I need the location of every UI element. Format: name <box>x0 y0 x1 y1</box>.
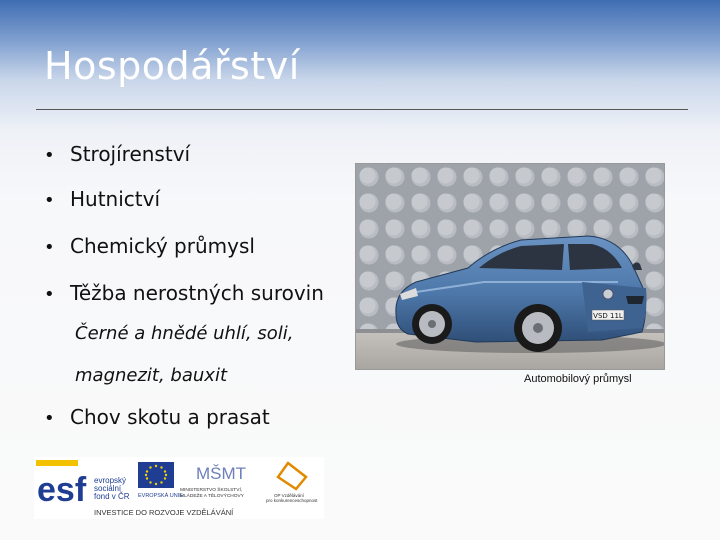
title-divider <box>36 109 688 110</box>
slide-title: Hospodářství <box>44 44 300 88</box>
bullet-dot-icon: • <box>44 190 55 211</box>
bullet-item <box>44 187 160 211</box>
bullet-text: Chov skotu a prasat <box>70 405 270 429</box>
msmt-logo: MŠMT <box>196 464 247 483</box>
bullet-text: Těžba nerostných surovin <box>70 281 324 305</box>
bullet-text: Strojírenství <box>70 142 191 166</box>
bullet-dot-icon: • <box>44 408 55 429</box>
license-plate-text: VSD 11L <box>593 312 623 320</box>
car-photo-illustration <box>356 164 664 369</box>
op-text: OP Vzdělávání <box>274 493 304 498</box>
bullet-text: Chemický průmysl <box>70 234 255 258</box>
logo-banner <box>34 457 324 519</box>
image-caption: Automobilový průmysl <box>524 373 632 385</box>
esf-text: sociální <box>94 484 122 493</box>
bullet-item <box>44 405 270 429</box>
logo-footer-text: INVESTICE DO ROZVOJE VZDĚLÁVÁNÍ <box>94 508 234 517</box>
eu-funding-logo-strip <box>34 457 324 519</box>
msmt-text: MLÁDEŽE A TĚLOVÝCHOVY <box>180 494 244 499</box>
bullet-dot-icon: • <box>44 284 55 305</box>
esf-text: evropský <box>94 476 127 485</box>
msmt-text: MINISTERSTVO ŠKOLSTVÍ, <box>180 488 243 493</box>
esf-logo: esf <box>37 471 87 509</box>
car-photo <box>355 163 665 370</box>
bullet-item <box>44 281 324 305</box>
esf-text: fond v ČR <box>94 492 130 501</box>
esf-stripe <box>36 460 78 466</box>
bullet-item <box>44 234 255 258</box>
op-text: pro konkurenceschopnost <box>266 498 318 503</box>
bullet-item <box>44 142 190 166</box>
sub-bullet-text: magnezit, bauxit <box>75 365 227 386</box>
bullet-text: Hutnictví <box>70 187 161 211</box>
eu-text: EVROPSKÁ UNIE <box>138 493 183 499</box>
bullet-dot-icon: • <box>44 237 55 258</box>
sub-bullet-text: Černé a hnědé uhlí, soli, <box>75 323 294 344</box>
bullet-dot-icon: • <box>44 145 55 166</box>
